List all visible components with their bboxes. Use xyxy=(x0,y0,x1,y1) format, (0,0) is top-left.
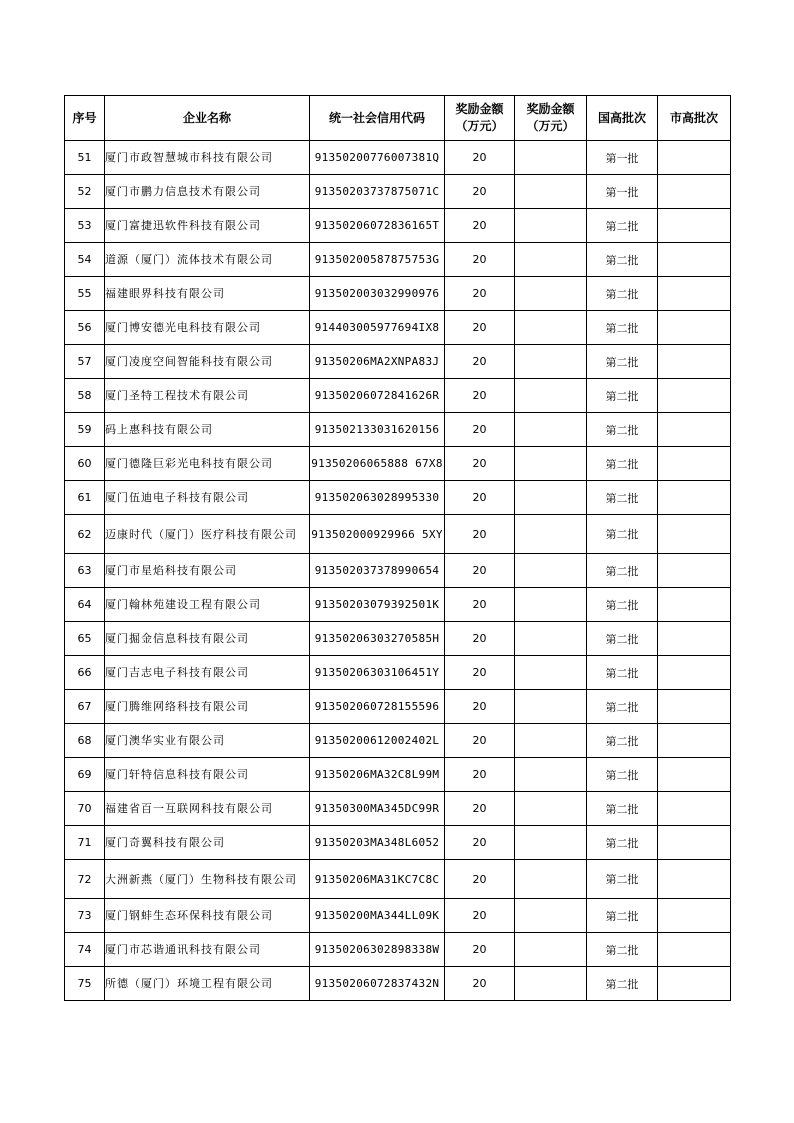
row-credit-code: 91350206072836165T xyxy=(310,209,445,243)
row-company-name: 码上惠科技有限公司 xyxy=(105,413,310,447)
table-row xyxy=(65,209,731,243)
row-city-batch xyxy=(658,588,731,622)
row-award-amount: 20 xyxy=(445,141,515,175)
row-award-amount: 20 xyxy=(445,967,515,1001)
table-body xyxy=(65,141,731,1001)
row-company-name: 厦门掘金信息科技有限公司 xyxy=(105,622,310,656)
table-row xyxy=(65,933,731,967)
row-company-name: 厦门德隆巨彩光电科技有限公司 xyxy=(105,447,310,481)
row-company-name: 厦门市鹏力信息技术有限公司 xyxy=(105,175,310,209)
row-award-amount: 20 xyxy=(445,758,515,792)
award-table xyxy=(64,95,731,1001)
table-row xyxy=(65,243,731,277)
row-city-batch xyxy=(658,345,731,379)
row-national-batch: 第二批 xyxy=(587,515,658,554)
row-award-amount-2 xyxy=(515,175,587,209)
row-seq: 75 xyxy=(65,967,105,1001)
table-row xyxy=(65,792,731,826)
table-row xyxy=(65,622,731,656)
row-seq: 69 xyxy=(65,758,105,792)
row-company-name: 大洲新燕（厦门）生物科技有限公司 xyxy=(105,860,310,899)
header-city-batch: 市高批次 xyxy=(658,96,731,141)
table-header xyxy=(65,96,731,141)
row-seq: 71 xyxy=(65,826,105,860)
row-award-amount: 20 xyxy=(445,311,515,345)
row-award-amount-2 xyxy=(515,277,587,311)
table-row xyxy=(65,481,731,515)
row-credit-code: 913502000929966 5XY xyxy=(310,515,445,554)
row-company-name: 道源（厦门）流体技术有限公司 xyxy=(105,243,310,277)
row-company-name: 厦门市芯谐通讯科技有限公司 xyxy=(105,933,310,967)
row-award-amount-2 xyxy=(515,826,587,860)
table-row xyxy=(65,447,731,481)
row-award-amount: 20 xyxy=(445,345,515,379)
row-credit-code: 913502133031620156 xyxy=(310,413,445,447)
row-national-batch: 第一批 xyxy=(587,141,658,175)
row-award-amount-2 xyxy=(515,481,587,515)
row-seq: 72 xyxy=(65,860,105,899)
row-credit-code: 91350200587875753G xyxy=(310,243,445,277)
row-award-amount: 20 xyxy=(445,175,515,209)
row-award-amount: 20 xyxy=(445,588,515,622)
row-seq: 59 xyxy=(65,413,105,447)
row-award-amount-2 xyxy=(515,899,587,933)
row-company-name: 厦门富捷迅软件科技有限公司 xyxy=(105,209,310,243)
row-company-name: 厦门伍迪电子科技有限公司 xyxy=(105,481,310,515)
row-seq: 55 xyxy=(65,277,105,311)
row-award-amount: 20 xyxy=(445,379,515,413)
row-award-amount-2 xyxy=(515,690,587,724)
row-seq: 62 xyxy=(65,515,105,554)
row-award-amount: 20 xyxy=(445,481,515,515)
row-national-batch: 第二批 xyxy=(587,826,658,860)
row-award-amount-2 xyxy=(515,311,587,345)
row-award-amount-2 xyxy=(515,447,587,481)
row-award-amount: 20 xyxy=(445,724,515,758)
header-award-amount-2: 奖励金额（万元） xyxy=(515,96,587,141)
row-national-batch: 第二批 xyxy=(587,860,658,899)
row-award-amount-2 xyxy=(515,724,587,758)
table-row xyxy=(65,515,731,554)
row-company-name: 迈康时代（厦门）医疗科技有限公司 xyxy=(105,515,310,554)
row-credit-code: 91350203MA348L6052 xyxy=(310,826,445,860)
row-award-amount-2 xyxy=(515,209,587,243)
row-award-amount: 20 xyxy=(445,933,515,967)
row-award-amount: 20 xyxy=(445,447,515,481)
row-city-batch xyxy=(658,209,731,243)
table-row xyxy=(65,826,731,860)
row-national-batch: 第二批 xyxy=(587,481,658,515)
row-seq: 66 xyxy=(65,656,105,690)
row-award-amount-2 xyxy=(515,622,587,656)
row-national-batch: 第一批 xyxy=(587,175,658,209)
row-credit-code: 91350300MA345DC99R xyxy=(310,792,445,826)
row-city-batch xyxy=(658,967,731,1001)
row-seq: 53 xyxy=(65,209,105,243)
row-national-batch: 第二批 xyxy=(587,899,658,933)
row-award-amount-2 xyxy=(515,792,587,826)
row-company-name: 厦门轩特信息科技有限公司 xyxy=(105,758,310,792)
row-national-batch: 第二批 xyxy=(587,622,658,656)
row-national-batch: 第二批 xyxy=(587,209,658,243)
table-row xyxy=(65,758,731,792)
header-credit-code: 统一社会信用代码 xyxy=(310,96,445,141)
row-award-amount: 20 xyxy=(445,690,515,724)
row-city-batch xyxy=(658,277,731,311)
table-row xyxy=(65,899,731,933)
row-city-batch xyxy=(658,860,731,899)
row-seq: 64 xyxy=(65,588,105,622)
row-national-batch: 第二批 xyxy=(587,447,658,481)
row-award-amount-2 xyxy=(515,588,587,622)
row-award-amount-2 xyxy=(515,413,587,447)
row-credit-code: 91350206065888 67X8 xyxy=(310,447,445,481)
row-city-batch xyxy=(658,656,731,690)
row-company-name: 厦门市政智慧城市科技有限公司 xyxy=(105,141,310,175)
row-seq: 60 xyxy=(65,447,105,481)
row-city-batch xyxy=(658,413,731,447)
row-award-amount: 20 xyxy=(445,515,515,554)
row-company-name: 所德（厦门）环境工程有限公司 xyxy=(105,967,310,1001)
table-row xyxy=(65,690,731,724)
row-credit-code: 91350206303270585H xyxy=(310,622,445,656)
row-city-batch xyxy=(658,690,731,724)
row-city-batch xyxy=(658,622,731,656)
row-award-amount-2 xyxy=(515,933,587,967)
row-company-name: 福建省百一互联网科技有限公司 xyxy=(105,792,310,826)
row-company-name: 厦门圣特工程技术有限公司 xyxy=(105,379,310,413)
row-credit-code: 913502003032990976 xyxy=(310,277,445,311)
row-seq: 63 xyxy=(65,554,105,588)
table-row xyxy=(65,379,731,413)
table-row xyxy=(65,277,731,311)
row-award-amount-2 xyxy=(515,860,587,899)
row-city-batch xyxy=(658,792,731,826)
row-award-amount-2 xyxy=(515,345,587,379)
row-company-name: 厦门市星焰科技有限公司 xyxy=(105,554,310,588)
row-company-name: 厦门奇翼科技有限公司 xyxy=(105,826,310,860)
row-award-amount: 20 xyxy=(445,277,515,311)
row-city-batch xyxy=(658,243,731,277)
row-seq: 70 xyxy=(65,792,105,826)
row-city-batch xyxy=(658,515,731,554)
row-national-batch: 第二批 xyxy=(587,277,658,311)
row-city-batch xyxy=(658,175,731,209)
row-city-batch xyxy=(658,758,731,792)
row-seq: 67 xyxy=(65,690,105,724)
row-award-amount-2 xyxy=(515,515,587,554)
table-row xyxy=(65,175,731,209)
row-city-batch xyxy=(658,933,731,967)
row-national-batch: 第二批 xyxy=(587,656,658,690)
row-national-batch: 第二批 xyxy=(587,933,658,967)
row-award-amount-2 xyxy=(515,967,587,1001)
row-credit-code: 91350206072841626R xyxy=(310,379,445,413)
row-city-batch xyxy=(658,447,731,481)
row-award-amount-2 xyxy=(515,656,587,690)
row-award-amount: 20 xyxy=(445,243,515,277)
row-company-name: 厦门凌度空间智能科技有限公司 xyxy=(105,345,310,379)
row-credit-code: 91350200776007381Q xyxy=(310,141,445,175)
row-city-batch xyxy=(658,141,731,175)
row-national-batch: 第二批 xyxy=(587,724,658,758)
row-seq: 68 xyxy=(65,724,105,758)
row-credit-code: 91350206303106451Y xyxy=(310,656,445,690)
row-city-batch xyxy=(658,481,731,515)
row-company-name: 厦门吉志电子科技有限公司 xyxy=(105,656,310,690)
row-seq: 65 xyxy=(65,622,105,656)
row-award-amount-2 xyxy=(515,758,587,792)
header-national-batch: 国高批次 xyxy=(587,96,658,141)
row-seq: 57 xyxy=(65,345,105,379)
row-seq: 56 xyxy=(65,311,105,345)
row-award-amount: 20 xyxy=(445,209,515,243)
row-national-batch: 第二批 xyxy=(587,792,658,826)
row-award-amount-2 xyxy=(515,243,587,277)
row-award-amount-2 xyxy=(515,141,587,175)
row-seq: 73 xyxy=(65,899,105,933)
row-national-batch: 第二批 xyxy=(587,690,658,724)
row-seq: 52 xyxy=(65,175,105,209)
row-credit-code: 91350206072837432N xyxy=(310,967,445,1001)
row-award-amount: 20 xyxy=(445,792,515,826)
table-row xyxy=(65,967,731,1001)
table-row xyxy=(65,656,731,690)
row-company-name: 厦门澳华实业有限公司 xyxy=(105,724,310,758)
row-credit-code: 91350203079392501K xyxy=(310,588,445,622)
table-row xyxy=(65,413,731,447)
row-award-amount-2 xyxy=(515,379,587,413)
row-seq: 74 xyxy=(65,933,105,967)
row-award-amount: 20 xyxy=(445,622,515,656)
row-award-amount: 20 xyxy=(445,826,515,860)
row-award-amount: 20 xyxy=(445,413,515,447)
row-city-batch xyxy=(658,899,731,933)
table-row xyxy=(65,345,731,379)
row-award-amount: 20 xyxy=(445,860,515,899)
row-seq: 54 xyxy=(65,243,105,277)
row-company-name: 厦门钢蚌生态环保科技有限公司 xyxy=(105,899,310,933)
row-credit-code: 913502063028995330 xyxy=(310,481,445,515)
row-city-batch xyxy=(658,724,731,758)
row-credit-code: 91350200612002402L xyxy=(310,724,445,758)
row-national-batch: 第二批 xyxy=(587,413,658,447)
table-row xyxy=(65,554,731,588)
row-national-batch: 第二批 xyxy=(587,345,658,379)
row-credit-code: 91350206MA32C8L99M xyxy=(310,758,445,792)
table-row xyxy=(65,311,731,345)
table-row xyxy=(65,588,731,622)
row-credit-code: 91350200MA344LL09K xyxy=(310,899,445,933)
row-award-amount: 20 xyxy=(445,554,515,588)
row-seq: 58 xyxy=(65,379,105,413)
row-national-batch: 第二批 xyxy=(587,758,658,792)
row-credit-code: 914403005977694IX8 xyxy=(310,311,445,345)
row-award-amount: 20 xyxy=(445,656,515,690)
row-credit-code: 91350206MA31KC7C8C xyxy=(310,860,445,899)
row-company-name: 厦门腾维网络科技有限公司 xyxy=(105,690,310,724)
row-credit-code: 91350206MA2XNPA83J xyxy=(310,345,445,379)
table-row xyxy=(65,724,731,758)
header-award-amount: 奖励金额（万元） xyxy=(445,96,515,141)
row-national-batch: 第二批 xyxy=(587,379,658,413)
row-company-name: 厦门翰林苑建设工程有限公司 xyxy=(105,588,310,622)
row-credit-code: 913502060728155596 xyxy=(310,690,445,724)
row-company-name: 福建眼界科技有限公司 xyxy=(105,277,310,311)
table-row xyxy=(65,141,731,175)
row-national-batch: 第二批 xyxy=(587,967,658,1001)
row-company-name: 厦门博安德光电科技有限公司 xyxy=(105,311,310,345)
row-national-batch: 第二批 xyxy=(587,243,658,277)
row-city-batch xyxy=(658,311,731,345)
row-city-batch xyxy=(658,826,731,860)
header-company-name: 企业名称 xyxy=(105,96,310,141)
row-credit-code: 91350206302898338W xyxy=(310,933,445,967)
row-national-batch: 第二批 xyxy=(587,588,658,622)
row-credit-code: 91350203737875071C xyxy=(310,175,445,209)
row-national-batch: 第二批 xyxy=(587,554,658,588)
row-award-amount: 20 xyxy=(445,899,515,933)
header-seq: 序号 xyxy=(65,96,105,141)
table-row xyxy=(65,860,731,899)
row-seq: 51 xyxy=(65,141,105,175)
row-award-amount-2 xyxy=(515,554,587,588)
row-city-batch xyxy=(658,379,731,413)
row-city-batch xyxy=(658,554,731,588)
row-national-batch: 第二批 xyxy=(587,311,658,345)
row-seq: 61 xyxy=(65,481,105,515)
row-credit-code: 913502037378990654 xyxy=(310,554,445,588)
